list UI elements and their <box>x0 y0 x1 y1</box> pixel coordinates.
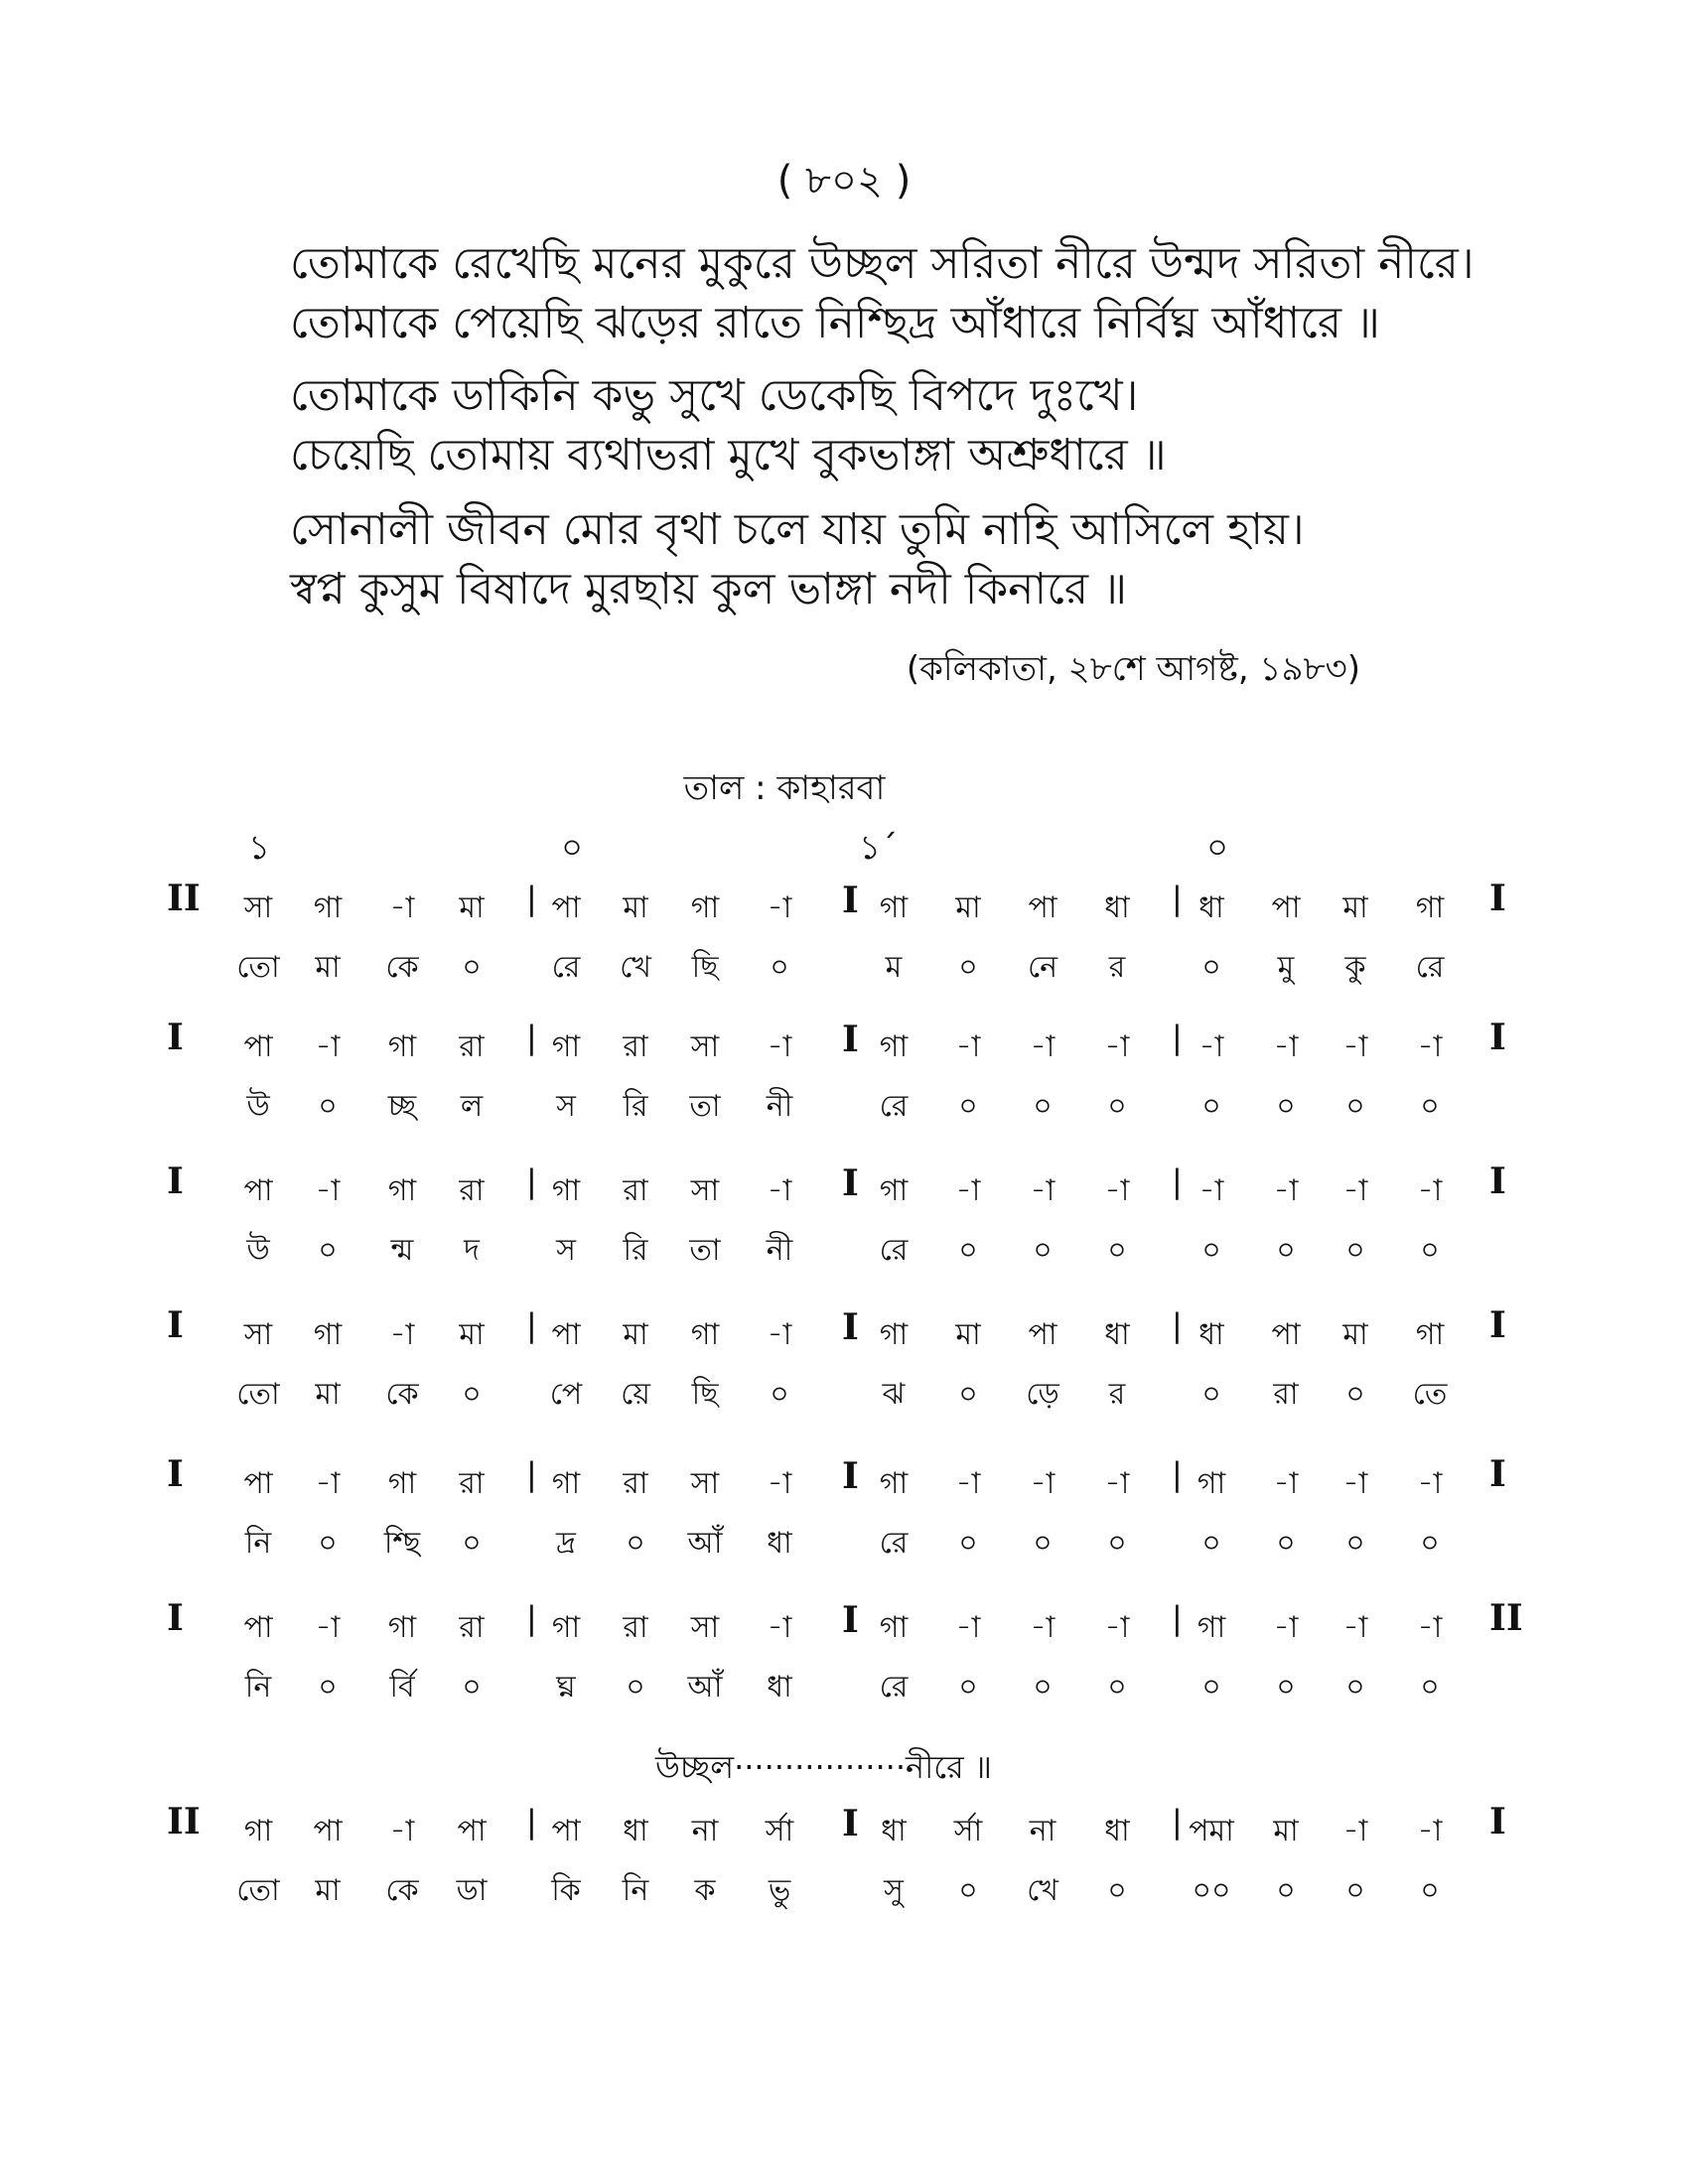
swara-note: গা <box>879 1317 909 1352</box>
lyric-syllable: দ্র <box>556 1526 576 1561</box>
lyric-syllable: তো <box>236 950 280 985</box>
beat-divider: | <box>1172 1162 1183 1200</box>
lyric-syllable: ০ <box>1345 1670 1365 1705</box>
swara-note: মা <box>623 1317 648 1352</box>
lyric-syllable: আঁ <box>687 1670 723 1705</box>
swara-note: পা <box>1271 1317 1301 1352</box>
lyric-syllable: ০ <box>1201 1670 1221 1705</box>
swara-note: -া <box>389 1814 415 1848</box>
beat-mark: ০ <box>1206 828 1229 868</box>
lyric-syllable: মু <box>1277 950 1295 985</box>
swara-note: গা <box>313 890 343 925</box>
swara-note: ধা <box>1198 1317 1224 1352</box>
lyric-syllable: ০ <box>1107 1670 1127 1705</box>
lyric-syllable: ছি <box>691 1377 719 1412</box>
beat-divider: I <box>842 1599 859 1641</box>
lyric-syllable: ০ <box>318 1089 338 1124</box>
lyric-syllable: ০ <box>1420 1233 1440 1268</box>
beat-divider: | <box>1172 1803 1183 1841</box>
closing-barline: I <box>1489 878 1506 919</box>
lyric-line: তোমাকে ডাকিনি কভু সুখে ডেকেছি বিপদে দুঃখে। <box>290 370 1139 421</box>
swara-note: গা <box>879 1029 909 1064</box>
lyric-syllable: ন্ম <box>390 1233 414 1268</box>
beat-mark: ১´ <box>859 828 899 868</box>
lyric-syllable: নি <box>622 1873 649 1908</box>
lyric-syllable: উ <box>246 1089 270 1124</box>
lyric-syllable: ০ <box>1276 1089 1296 1124</box>
lyric-syllable: ০ <box>770 1377 789 1412</box>
beat-divider: | <box>526 1019 537 1056</box>
lyric-syllable: ০ <box>1420 1873 1440 1908</box>
lyric-line: চেয়েছি তোমায় ব্যথাভরা মুখে বুকভাঙ্গা অশ্রুধারে ॥ <box>290 430 1167 480</box>
lyric-syllable: ০ <box>1107 1089 1127 1124</box>
swara-note: -া <box>767 1029 792 1064</box>
lyric-syllable: নী <box>766 1089 793 1124</box>
swara-note: গা <box>879 890 909 925</box>
lyric-syllable: স <box>556 1089 576 1124</box>
swara-note: গা <box>879 1466 909 1501</box>
closing-barline: II <box>1489 1597 1523 1639</box>
lyric-syllable: ০ <box>1201 1233 1221 1268</box>
swara-note: -া <box>1273 1029 1299 1064</box>
beat-divider: | <box>1172 1019 1183 1056</box>
swara-note: -া <box>1417 1173 1443 1208</box>
beat-divider: I <box>842 1162 859 1204</box>
swara-note: গা <box>551 1173 581 1208</box>
swara-note: পা <box>551 890 581 925</box>
swara-note: -া <box>1273 1466 1299 1501</box>
lyric-syllable: ০ <box>1107 1526 1127 1561</box>
swara-note: মা <box>955 890 981 925</box>
lyric-syllable: ০ <box>958 1873 978 1908</box>
swara-note: -া <box>767 1466 792 1501</box>
opening-barline: I <box>167 1453 184 1495</box>
swara-note: ধা <box>1198 890 1224 925</box>
swara-note: পা <box>243 1610 273 1645</box>
swara-note: রা <box>459 1610 485 1645</box>
beat-mark: ১ <box>248 828 271 868</box>
lyric-syllable: ০ <box>1420 1670 1440 1705</box>
beat-divider: | <box>526 1599 537 1637</box>
lyric-syllable: ক <box>694 1873 716 1908</box>
lyric-syllable: রা <box>1273 1377 1299 1412</box>
swara-note: -া <box>955 1466 981 1501</box>
swara-note: -া <box>1104 1610 1130 1645</box>
swara-note: পা <box>1271 890 1301 925</box>
beat-divider: I <box>842 1019 859 1060</box>
beat-divider: | <box>1172 880 1183 917</box>
swara-note: -া <box>315 1029 341 1064</box>
lyric-syllable: মা <box>315 950 341 985</box>
swara-note: -া <box>767 1173 792 1208</box>
swara-note: গা <box>1415 1317 1445 1352</box>
swara-note: ধা <box>1104 890 1130 925</box>
opening-barline: I <box>167 1597 184 1639</box>
lyric-syllable: কে <box>385 1873 419 1908</box>
lyric-line: সোনালী জীবন মোর বৃথা চলে যায় তুমি নাহি আসিলে হায়। <box>290 504 1305 555</box>
swara-note: মা <box>1273 1814 1299 1848</box>
lyric-syllable: ০ <box>1345 1233 1365 1268</box>
swara-note: সা <box>690 1173 720 1208</box>
opening-barline: I <box>167 1017 184 1058</box>
lyric-syllable: ০ <box>1201 1089 1221 1124</box>
swara-note: সা <box>690 1029 720 1064</box>
beat-divider: | <box>526 880 537 917</box>
swara-note: -া <box>1030 1173 1055 1208</box>
swara-note: গা <box>313 1317 343 1352</box>
swara-note: -া <box>767 1610 792 1645</box>
lyric-syllable: ০ <box>958 950 978 985</box>
lyric-syllable: কে <box>385 950 419 985</box>
beat-divider: I <box>842 1803 859 1844</box>
swara-note: গা <box>1415 890 1445 925</box>
lyric-syllable: ০ <box>958 1377 978 1412</box>
swara-note: গা <box>690 1317 720 1352</box>
lyric-line: তোমাকে রেখেছি মনের মুকুরে উচ্ছল সরিতা নীরে উন্মদ সরিতা নীরে। <box>290 238 1475 289</box>
beat-divider: | <box>1172 1306 1183 1344</box>
beat-divider: | <box>526 1306 537 1344</box>
lyric-syllable: ০ <box>1276 1233 1296 1268</box>
swara-note: -া <box>1273 1173 1299 1208</box>
swara-note: গা <box>551 1029 581 1064</box>
lyric-syllable: রি <box>623 1233 648 1268</box>
swara-note: -া <box>1342 1466 1368 1501</box>
swara-note: মা <box>623 890 648 925</box>
swara-note: পা <box>243 1466 273 1501</box>
lyric-syllable: চ্ছ <box>387 1089 417 1124</box>
lyric-line: স্বপ্ন কুসুম বিষাদে মুরছায় কুল ভাঙ্গা নদী কিনারে ॥ <box>290 564 1127 614</box>
swara-note: গা <box>387 1466 417 1501</box>
lyric-syllable: রে <box>879 1526 909 1561</box>
swara-note: -া <box>1198 1173 1224 1208</box>
swara-note: -া <box>315 1466 341 1501</box>
swara-note: রা <box>623 1173 648 1208</box>
swara-note: মা <box>459 1317 485 1352</box>
lyric-syllable: রে <box>879 1089 909 1124</box>
lyric-syllable: রে <box>879 1670 909 1705</box>
lyric-syllable: ড়ে <box>1026 1377 1059 1412</box>
beat-divider: I <box>842 880 859 921</box>
lyric-syllable: ০ <box>958 1670 978 1705</box>
lyric-syllable: নি <box>244 1670 272 1705</box>
lyric-syllable: ধা <box>767 1670 792 1705</box>
lyric-syllable: ০ <box>1033 1089 1053 1124</box>
lyric-syllable: কি <box>551 1873 581 1908</box>
swara-note: পা <box>1028 1317 1057 1352</box>
lyric-syllable: ০ <box>1345 1089 1365 1124</box>
lyric-syllable: ভু <box>768 1873 791 1908</box>
swara-note: -া <box>1030 1466 1055 1501</box>
lyric-syllable: ০ <box>626 1670 645 1705</box>
swara-note: -া <box>315 1610 341 1645</box>
lyric-syllable: উ <box>246 1233 270 1268</box>
lyric-syllable: ০ <box>1201 950 1221 985</box>
swara-note: -া <box>389 890 415 925</box>
swara-note: পা <box>551 1317 581 1352</box>
swara-note: -া <box>767 1317 792 1352</box>
lyric-syllable: ০ <box>318 1670 338 1705</box>
lyric-syllable: স <box>556 1233 576 1268</box>
swara-note: -া <box>1417 1610 1443 1645</box>
swara-note: না <box>691 1814 719 1848</box>
taal-heading: তাল : কাহারবা <box>683 768 886 808</box>
lyric-syllable: ০ <box>462 1377 482 1412</box>
swara-note: পা <box>243 1029 273 1064</box>
lyric-syllable: ০০ <box>1192 1873 1231 1908</box>
swara-note: মা <box>955 1317 981 1352</box>
swara-note: -া <box>1198 1029 1224 1064</box>
lyric-syllable: ০ <box>1345 1377 1365 1412</box>
lyric-syllable: ০ <box>1033 1526 1053 1561</box>
closing-barline: I <box>1489 1017 1506 1058</box>
swara-note: সা <box>690 1610 720 1645</box>
lyric-syllable: র <box>1108 1377 1126 1412</box>
lyric-syllable: ধা <box>767 1526 792 1561</box>
beat-mark: ০ <box>561 828 584 868</box>
swara-note: -া <box>1104 1173 1130 1208</box>
lyric-syllable: র <box>1108 950 1126 985</box>
lyric-syllable: ০ <box>1107 1233 1127 1268</box>
beat-divider: | <box>526 1162 537 1200</box>
swara-note: পা <box>243 1173 273 1208</box>
swara-note: সা <box>690 1466 720 1501</box>
lyric-syllable: ০ <box>1420 1526 1440 1561</box>
lyric-syllable: ০ <box>1276 1526 1296 1561</box>
beat-divider: | <box>526 1803 537 1841</box>
lyric-syllable: ছি <box>691 950 719 985</box>
opening-barline: II <box>167 878 201 919</box>
lyric-syllable: তে <box>1412 1377 1448 1412</box>
lyric-syllable: ০ <box>318 1526 338 1561</box>
swara-note: ধা <box>881 1814 907 1848</box>
lyric-syllable: ম <box>885 950 903 985</box>
page-number: ( ৮০২ ) <box>776 158 912 204</box>
lyric-syllable: ০ <box>462 1526 482 1561</box>
swara-note: -া <box>1030 1610 1055 1645</box>
swara-note: পমা <box>1189 1814 1234 1848</box>
lyric-syllable: ঝ <box>882 1377 906 1412</box>
swara-note: র্সা <box>953 1814 983 1848</box>
swara-note: পা <box>313 1814 343 1848</box>
lyric-syllable: ০ <box>462 950 482 985</box>
lyric-syllable: ০ <box>1107 1873 1127 1908</box>
swara-note: গা <box>551 1610 581 1645</box>
lyric-syllable: ০ <box>1033 1233 1053 1268</box>
swara-note: -া <box>955 1610 981 1645</box>
swara-note: পা <box>457 1814 487 1848</box>
closing-barline: I <box>1489 1160 1506 1202</box>
opening-barline: I <box>167 1160 184 1202</box>
swara-note: -া <box>1104 1466 1130 1501</box>
swara-note: -া <box>1342 1173 1368 1208</box>
swara-note: রা <box>623 1029 648 1064</box>
swara-note: মা <box>459 890 485 925</box>
lyric-syllable: আঁ <box>687 1526 723 1561</box>
swara-note: গা <box>879 1610 909 1645</box>
swara-note: গা <box>879 1173 909 1208</box>
lyric-syllable: ০ <box>958 1233 978 1268</box>
swara-note: ধা <box>1104 1317 1130 1352</box>
swara-note: সা <box>243 890 273 925</box>
closing-barline: I <box>1489 1453 1506 1495</box>
swara-note: -া <box>1030 1029 1055 1064</box>
lyric-syllable: ০ <box>770 950 789 985</box>
closing-barline: I <box>1489 1304 1506 1346</box>
swara-note: পা <box>551 1814 581 1848</box>
swara-note: ধা <box>623 1814 648 1848</box>
beat-divider: | <box>526 1455 537 1493</box>
lyric-syllable: দ <box>464 1233 480 1268</box>
lyric-syllable: ০ <box>1201 1526 1221 1561</box>
lyric-syllable: তো <box>236 1873 280 1908</box>
lyric-syllable: ল <box>460 1089 484 1124</box>
swara-note: গা <box>1196 1466 1226 1501</box>
lyric-syllable: তো <box>236 1377 280 1412</box>
lyric-syllable: ০ <box>1276 1670 1296 1705</box>
lyric-syllable: মা <box>315 1873 341 1908</box>
beat-divider: | <box>1172 1599 1183 1637</box>
composition-place-date: (কলিকাতা, ২৮শে আগষ্ট, ১৯৮৩) <box>906 649 1360 689</box>
lyric-syllable: কে <box>385 1377 419 1412</box>
lyric-syllable: কু <box>1344 950 1366 985</box>
lyric-syllable: নে <box>1027 950 1058 985</box>
lyric-syllable: ০ <box>318 1233 338 1268</box>
swara-note: রা <box>623 1466 648 1501</box>
lyric-syllable: তা <box>689 1233 721 1268</box>
lyric-syllable: তা <box>689 1089 721 1124</box>
swara-note: গা <box>551 1466 581 1501</box>
lyric-syllable: পে <box>549 1377 583 1412</box>
lyric-syllable: রি <box>623 1089 648 1124</box>
swara-note: -া <box>1342 1029 1368 1064</box>
swara-note: -া <box>1104 1029 1130 1064</box>
lyric-syllable: ০ <box>626 1526 645 1561</box>
swara-note: -া <box>955 1173 981 1208</box>
opening-barline: I <box>167 1304 184 1346</box>
lyric-syllable: য়ে <box>621 1377 650 1412</box>
swara-note: -া <box>1273 1610 1299 1645</box>
lyric-syllable: ০ <box>1345 1526 1365 1561</box>
swara-note: রা <box>459 1173 485 1208</box>
swara-note: গা <box>1196 1610 1226 1645</box>
swara-note: -া <box>389 1317 415 1352</box>
swara-note: মা <box>1342 1317 1368 1352</box>
swara-note: রা <box>459 1466 485 1501</box>
swara-note: রা <box>623 1610 648 1645</box>
swara-note: -া <box>1342 1610 1368 1645</box>
swara-note: সা <box>243 1317 273 1352</box>
beat-divider: I <box>842 1306 859 1348</box>
swara-note: পা <box>1028 890 1057 925</box>
beat-divider: | <box>1172 1455 1183 1493</box>
lyric-syllable: নী <box>766 1233 793 1268</box>
swara-note: -া <box>767 890 792 925</box>
swara-note: গা <box>243 1814 273 1848</box>
swara-note: রা <box>459 1029 485 1064</box>
lyric-syllable: ০ <box>958 1089 978 1124</box>
refrain-note: উচ্ছল·················নীরে ॥ <box>655 1748 992 1786</box>
lyric-syllable: ০ <box>1345 1873 1365 1908</box>
swara-note: গা <box>387 1029 417 1064</box>
lyric-syllable: নি <box>244 1526 272 1561</box>
closing-barline: I <box>1489 1801 1506 1843</box>
lyric-syllable: ডা <box>456 1873 488 1908</box>
swara-note: না <box>1029 1814 1056 1848</box>
swara-note: মা <box>1342 890 1368 925</box>
swara-note: -া <box>955 1029 981 1064</box>
lyric-syllable: রে <box>551 950 581 985</box>
lyric-syllable: ০ <box>1033 1670 1053 1705</box>
swara-note: -া <box>1417 1466 1443 1501</box>
opening-barline: II <box>167 1801 201 1843</box>
swara-note: ধা <box>1104 1814 1130 1848</box>
lyric-syllable: রে <box>879 1233 909 1268</box>
swara-note: -া <box>1417 1029 1443 1064</box>
swara-note: র্সা <box>765 1814 794 1848</box>
lyric-syllable: খে <box>1027 1873 1058 1908</box>
lyric-syllable: ০ <box>958 1526 978 1561</box>
lyric-syllable: ঘ্ন <box>556 1670 576 1705</box>
lyric-syllable: খে <box>620 950 651 985</box>
lyric-syllable: ০ <box>1420 1089 1440 1124</box>
lyric-line: তোমাকে পেয়েছি ঝড়ের রাতে নিশ্ছিদ্র আঁধারে নির্বিঘ্ন আঁধারে ॥ <box>290 298 1380 348</box>
lyric-syllable: সু <box>884 1873 904 1908</box>
lyric-syllable: মা <box>315 1377 341 1412</box>
lyric-syllable: রে <box>1415 950 1445 985</box>
lyric-syllable: ০ <box>1201 1377 1221 1412</box>
swara-note: -া <box>1417 1814 1443 1848</box>
swara-note: গা <box>387 1173 417 1208</box>
lyric-syllable: র্বি <box>389 1670 415 1705</box>
swara-note: গা <box>387 1610 417 1645</box>
swara-note: গা <box>690 890 720 925</box>
beat-divider: I <box>842 1455 859 1497</box>
swara-note: -া <box>1342 1814 1368 1848</box>
lyric-syllable: ০ <box>1276 1873 1296 1908</box>
lyric-syllable: শ্ছি <box>383 1526 421 1561</box>
lyric-syllable: ০ <box>462 1670 482 1705</box>
swara-note: -া <box>315 1173 341 1208</box>
